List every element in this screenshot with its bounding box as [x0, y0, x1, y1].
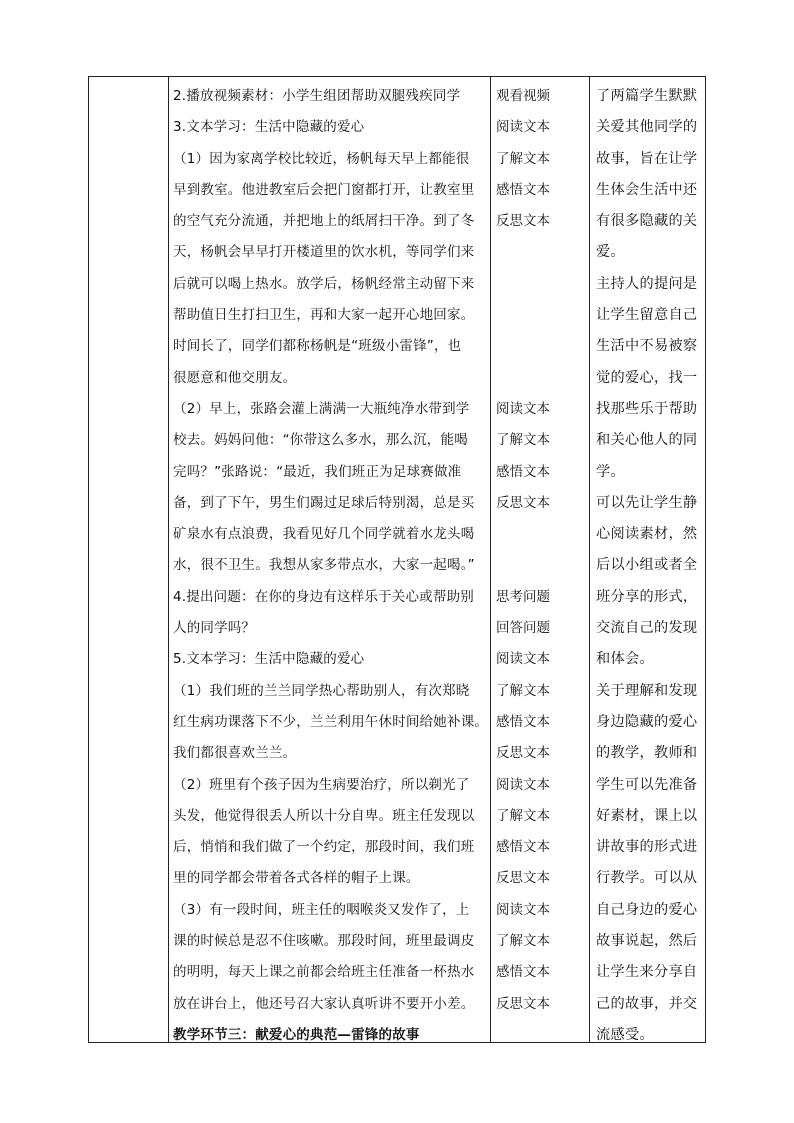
intent-line: 班分享的形式， [596, 588, 698, 605]
content-line: 红生病功课落下不少，兰兰利用午休时间给她补课。 [173, 713, 489, 730]
content-line: 人的同学吗？ [173, 620, 256, 637]
activity-line: 了解文本 [496, 432, 550, 449]
lesson-table [88, 76, 706, 1043]
content-line: 后，悄悄和我们做了一个约定，那段时间，我们班 [173, 839, 475, 856]
content-line: 备，到了下午，男生们踢过足球后特别渴，总是买 [173, 494, 475, 511]
column-divider [490, 77, 491, 1042]
content-line: 的空气充分流通，并把地上的纸屑扫干净。到了冬 [173, 213, 475, 230]
content-line: 我们都很喜欢兰兰。 [173, 745, 297, 762]
content-line: 天，杨帆会早早打开楼道里的饮水机，等同学们来 [173, 244, 475, 261]
intent-line: 自己身边的爱心 [596, 901, 698, 918]
content-line: 4.提出问题：在你的身边有这样乐于关心或帮助别 [173, 588, 474, 605]
activity-line: 了解文本 [496, 682, 550, 699]
intent-line: 好素材，课上以 [596, 807, 698, 824]
content-line: 2.播放视频素材：小学生组团帮助双腿残疾同学 [173, 88, 461, 104]
intent-line: 故事说起，然后 [596, 933, 698, 950]
content-line: （1）我们班的兰兰同学热心帮助别人，有次郑晓 [173, 682, 470, 699]
content-line: 后就可以喝上热水。放学后，杨帆经常主动留下来 [173, 275, 475, 292]
intent-line: 了两篇学生默默 [596, 88, 698, 104]
activity-line: 感悟文本 [496, 964, 550, 981]
content-line: 时间长了，同学们都称杨帆是“班级小雷锋”，也 [173, 338, 462, 355]
intent-line: 让学生来分享自 [596, 964, 698, 981]
content-line: 完吗？”张路说：“最近，我们班正为足球赛做准 [173, 463, 462, 480]
activity-line: 阅读文本 [496, 776, 550, 793]
intent-line: 有很多隐藏的关 [596, 213, 698, 230]
content-line: 3.文本学习：生活中隐藏的爱心 [173, 119, 365, 136]
activity-line [496, 519, 586, 550]
content-line: 的明明，每天上课之前都会给班主任准备一杯热水 [173, 964, 475, 981]
intent-line: 和体会。 [596, 651, 654, 668]
activity-line [496, 331, 586, 362]
activity-line [496, 237, 586, 268]
intent-line: 学生可以先准备 [596, 776, 698, 793]
content-line: 课的时候总是忍不住咳嗽。那段时间，班里最调皮 [173, 933, 475, 950]
column-divider [589, 77, 590, 1042]
activity-line: 阅读文本 [496, 901, 550, 918]
activity-line: 阅读文本 [496, 119, 550, 136]
intent-line: 交流自己的发现 [596, 620, 698, 637]
content-line: （1）因为家离学校比较近，杨帆每天早上都能很 [173, 150, 470, 167]
activity-line: 感悟文本 [496, 713, 550, 730]
activity-line [496, 1020, 586, 1051]
activity-line: 阅读文本 [496, 400, 550, 417]
content-line: 水，很不卫生。我想从家多带点水，大家一起喝。” [173, 557, 475, 574]
content-line: 校去。妈妈问他：“你带这么多水，那么沉，能喝 [173, 432, 468, 449]
content-line: 很愿意和他交朋友。 [173, 369, 297, 386]
content-line: 矿泉水有点浪费，我看见好几个同学就着水龙头喝 [173, 526, 475, 543]
intent-line: 和关心他人的同 [596, 432, 698, 449]
intent-line: 行教学。可以从 [596, 870, 698, 887]
intent-line: 讲故事的形式进 [596, 839, 698, 856]
student-activity-column [496, 81, 586, 1051]
activity-line: 感悟文本 [496, 463, 550, 480]
design-intent-column [596, 81, 704, 1051]
content-line: 帮助值日生打扫卫生，再和大家一起开心地回家。 [173, 307, 475, 324]
content-line: （3）有一段时间，班主任的咽喉炎又发作了，上 [173, 901, 470, 918]
activity-line: 回答问题 [496, 620, 550, 637]
intent-line: 故事，旨在让学 [596, 150, 698, 167]
content-line: 5.文本学习：生活中隐藏的爱心 [173, 651, 365, 668]
intent-line: 生体会生活中还 [596, 181, 698, 198]
activity-line [496, 269, 586, 300]
intent-line: 关于理解和发现 [596, 682, 698, 699]
intent-line: 让学生留意自己 [596, 307, 698, 324]
activity-line: 反思文本 [496, 213, 550, 230]
activity-line: 反思文本 [496, 745, 550, 762]
content-line: （2）早上，张路会灌上满满一大瓶纯净水带到学 [173, 400, 470, 417]
content-line: 教学环节三：献爱心的典范—雷锋的故事 [173, 1026, 420, 1043]
intent-line: 可以先让学生静 [596, 494, 698, 511]
intent-line: 生活中不易被察 [596, 338, 698, 355]
intent-line: 主持人的提问是 [596, 275, 698, 292]
teaching-content-column [173, 81, 489, 1051]
activity-line: 反思文本 [496, 494, 550, 511]
intent-line: 觉的爱心，找一 [596, 369, 698, 386]
activity-line: 思考问题 [496, 588, 550, 605]
activity-line: 反思文本 [496, 870, 550, 887]
activity-line: 反思文本 [496, 995, 550, 1012]
column-divider [168, 77, 169, 1042]
intent-line: 学。 [596, 463, 625, 480]
content-line: 里的同学都会带着各式各样的帽子上课。 [173, 870, 420, 887]
activity-line [496, 363, 586, 394]
content-line: 头发，他觉得很丢人所以十分自卑。班主任发现以 [173, 807, 475, 824]
intent-line: 心阅读素材，然 [596, 526, 698, 543]
activity-line: 了解文本 [496, 933, 550, 950]
activity-line [496, 300, 586, 331]
intent-line: 身边隐藏的爱心 [596, 713, 698, 730]
intent-line: 的教学，教师和 [596, 745, 698, 762]
intent-line: 找那些乐于帮助 [596, 400, 698, 417]
intent-line: 流感受。 [596, 1026, 654, 1043]
activity-line: 了解文本 [496, 807, 550, 824]
activity-line: 感悟文本 [496, 181, 550, 198]
content-line: 放在讲台上，他还号召大家认真听讲不要开小差。 [173, 995, 475, 1012]
intent-line: 己的故事，并交 [596, 995, 698, 1012]
activity-line: 观看视频 [496, 88, 550, 104]
content-line: （2）班里有个孩子因为生病要治疗，所以剃光了 [173, 776, 470, 793]
activity-line [496, 550, 586, 581]
intent-line: 关爱其他同学的 [596, 119, 698, 136]
intent-line: 爱。 [596, 244, 625, 261]
activity-line: 了解文本 [496, 150, 550, 167]
activity-line: 阅读文本 [496, 651, 550, 668]
intent-line: 后以小组或者全 [596, 557, 698, 574]
content-line: 早到教室。他进教室后会把门窗都打开，让教室里 [173, 181, 475, 198]
activity-line: 感悟文本 [496, 839, 550, 856]
